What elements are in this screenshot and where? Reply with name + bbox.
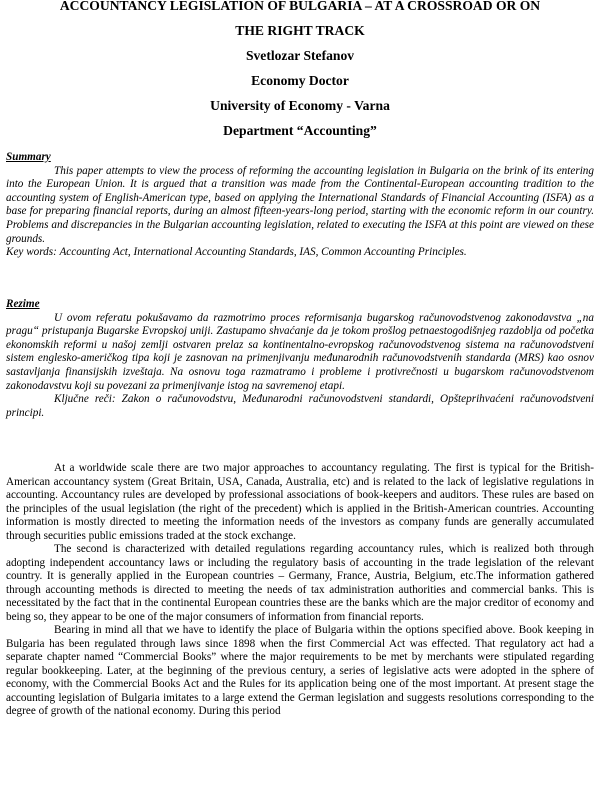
paper-title-line-1: ACCOUNTANCY LEGISLATION OF BULGARIA – AT A CROSSROAD OR ON <box>59 0 541 13</box>
body-paragraph-2: The second is characterized with detailed regulations regarding accountancy rules, which is realized both through adopting independent accountancy laws or including the regulatory basis of accounting in the trade legislation of the relevant country. It is generally applied in the European countries – Germany, France, Austria, Belgium, etc.The information gathered through accounting methods is directed to meeting the needs of tax administration authorities and commercial banks. This is necessitated by the fact that in the continental European countries these are the banks which are the major creditor of economy and being so, they appear to be one of the major consumers of information from financial reports. <box>6 543 594 623</box>
rezime-section <box>6 298 594 420</box>
author-name: Svetlozar Stefanov <box>245 48 355 63</box>
summary-section <box>6 151 594 260</box>
paper-title-line-2: THE RIGHT TRACK <box>235 23 365 38</box>
author-department: Department “Accounting” <box>223 123 377 138</box>
summary-heading: Summary <box>6 151 51 163</box>
rezime-keywords-label: Ključne reči: <box>54 393 116 406</box>
summary-text: This paper attempts to view the process of reforming the accounting legislation in Bulgaria on the brink of its entering into the European Union. It is argued that a transition was made from the Continental-European accounting tradition to the accounting system of English-American type, based on applying the International Standards of Financial Accounting (ISFA) as a base for preparing financial reports, during an almost fifteen-years-long period, starting with the economic reform in our country. Problems and discrepancies in the Bulgarian accounting legislation, related to executing the ISFA at this point are viewed on these grounds. <box>6 164 594 245</box>
author-university: University of Economy - Varna <box>210 98 390 113</box>
body-section <box>6 462 594 719</box>
body-paragraph-1: At a worldwide scale there are two major approaches to accountancy regulating. The first is typical for the British-American accountancy system (Great Britain, USA, Canada, Australia, etc) and is related to the lack of legislative regulations in accounting. Accountancy rules are developed by professional associations of book-keepers and auditors. These rules are based on the principles of the usual legislation (the right of the precedent) which is applied in the British-American countries. Accounting information is mostly directed to meeting the information needs of the investors as company funds are generally accumulated through securities public emissions traded at the stock exchange. <box>6 462 594 542</box>
rezime-text: U ovom referatu pokušavamo da razmotrimo proces reformisanja bugarskog računovodstvenog zakonodavstva „na pragu“ pristupanja Bugarske Evropskoj uniji. Zastupamo shvaćanje da je tokom prošlog petnaestogodišnjeg razdoblja od početka ekonomskih reformi u našoj zemlji ostvaren prelaz sa kontinentalno-evropskog računovodstvenog sistema na računovodstveni sistem englesko-američkog tipa koji je zasnovan na primenjivanju međunarodnih računovodstvenih standarda (MRS) kao osnov sastavljanja finansijskih izveštaja. Na osnovu toga razmatramo i probleme i protivrečnosti u bugarskom računovodstvenom zakonodavstvu koji su povezani za primenjivanje istog na savremenoj etapi. <box>6 311 594 392</box>
title-block <box>0 0 600 143</box>
summary-keywords: Key words: Accounting Act, International Accounting Standards, IAS, Common Accounting Principles. <box>6 246 467 259</box>
body-paragraph-3: Bearing in mind all that we have to identify the place of Bulgaria within the options specified above. Book keeping in Bulgaria has been regulated through laws since 1898 when the first Commercial Act was effected. That regulatory act had a separate chapter named “Commercial Books” where the major requirements to be met by merchants were stipulated regarding regular bookkeeping. Later, at the beginning of the previous century, a series of legislative acts were adopted in the sphere of economy, with the Commercial Books Act and the Rules for its application being one of the most important. At present stage the accounting legislation of Bulgaria imitates to a large extend the German legislation and suggests resolutions corresponding to the degree of growth of the national economy. During this period <box>6 624 594 717</box>
author-degree: Economy Doctor <box>251 73 349 88</box>
rezime-keywords-text: Zakon o računovodstvu, Međunarodni računovodstveni standardi, Opšteprihvaćeni računovodstveni principi. <box>6 393 594 419</box>
rezime-heading: Rezime <box>6 298 40 310</box>
rezime-keywords <box>6 393 594 420</box>
